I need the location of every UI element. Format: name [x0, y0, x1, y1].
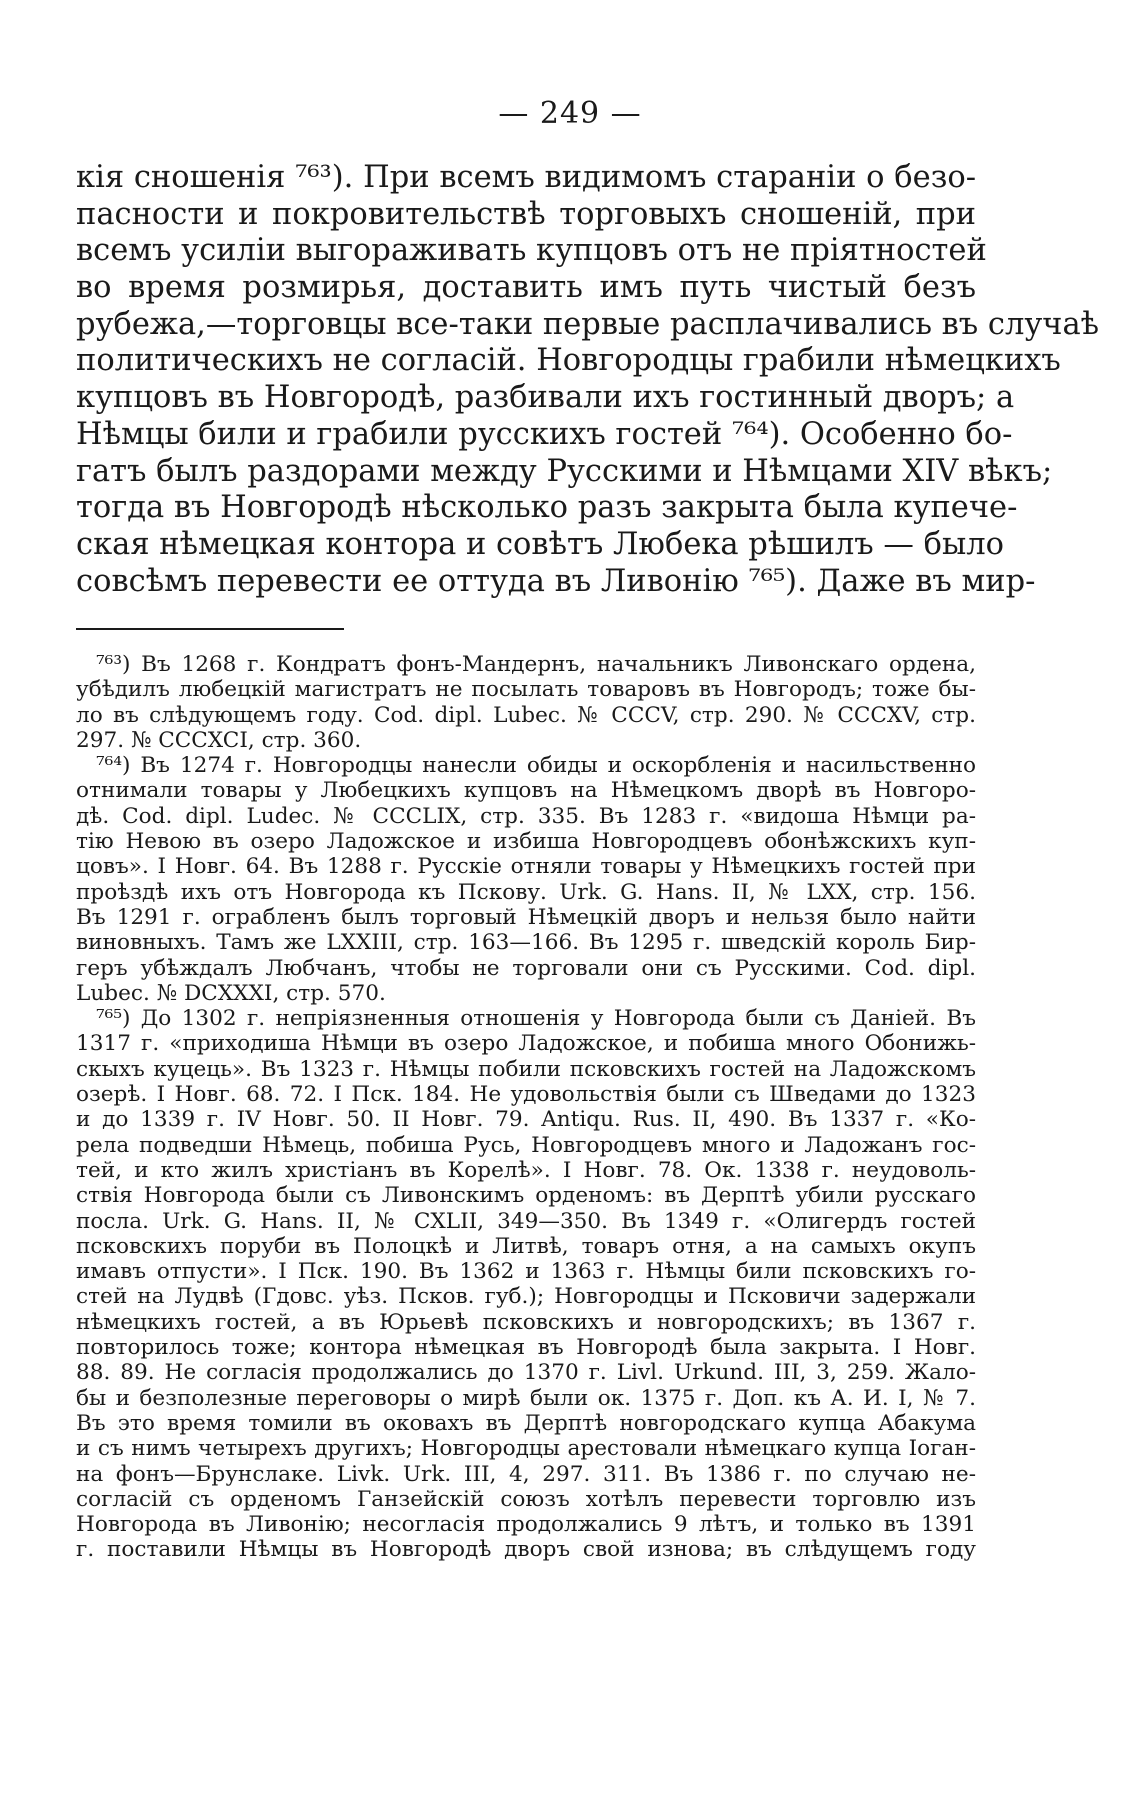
footnotes-block [76, 652, 976, 1563]
footnote-line: и до 1339 г. IV Новг. 50. II Новг. 79. Antiqu. Rus. II, 490. Въ 1337 г. «Ко- [76, 1107, 976, 1133]
footnote-line: отнимали товары у Любецкихъ купцовъ на Нѣмецкомъ дворѣ въ Новгоро- [76, 778, 976, 804]
page-number: — 249 — [498, 96, 642, 131]
body-line: пасности и покровительствѣ торговыхъ сношеній, при [76, 196, 976, 232]
footnote-line: скыхъ куцець». Въ 1323 г. Нѣмцы побили псковскихъ гостей на Ладожскомъ [76, 1056, 976, 1082]
footnote-line: виновныхъ. Тамъ же LXXIII, стр. 163—166. Въ 1295 г. шведскій король Бир- [76, 930, 976, 956]
body-line: купцовъ въ Новгородѣ, разбивали ихъ гостинный дворъ; а [76, 380, 1015, 416]
footnote-line: псковскихъ поруби въ Полоцкѣ и Литвѣ, товаръ отня, а на самыхъ окупъ [76, 1233, 976, 1259]
footnote-line-763-start: ⁷⁶³) Въ 1268 г. Кондратъ фонъ-Мандернъ, начальникъ Ливонскаго ордена, [96, 652, 976, 677]
footnote-line: ло въ слѣдующемъ году. Cod. dipl. Lubec. № CCCV, стр. 290. № CCCXV, стр. [76, 702, 976, 728]
footnote-line: проѣздѣ ихъ отъ Новгорода къ Пскову. Urk. G. Hans. II, № LXX, стр. 156. [76, 879, 976, 905]
body-line: политическихъ не согласій. Новгородцы грабили нѣмецкихъ [76, 343, 1061, 379]
footnote-line: Lubec. № DCXXXI, стр. 570. [76, 980, 386, 1006]
footnote-line: имавъ отпусти». I Пск. 190. Въ 1362 и 1363 г. Нѣмцы били псковскихъ го- [76, 1259, 976, 1285]
footnote-line: геръ убѣждалъ Любчанъ, чтобы не торговали они съ Русскими. Cod. dipl. [76, 955, 976, 981]
footnote-line: Новгорода въ Ливонію; несогласія продолжались 9 лѣтъ, и только въ 1391 [76, 1512, 976, 1538]
footnote-separator-rule [76, 628, 344, 630]
footnote-line: нѣмецкихъ гостей, а въ Юрьевѣ псковскихъ и новгородскихъ; въ 1367 г. [76, 1309, 976, 1335]
footnote-line: Въ это время томили въ оковахъ въ Дерптѣ новгородскаго купца Абакума [76, 1410, 976, 1436]
footnote-line: бы и безполезные переговоры о мирѣ были ок. 1375 г. Доп. къ А. И. I, № 7. [76, 1385, 976, 1411]
footnote-line: Въ 1291 г. ограбленъ былъ торговый Нѣмецкій дворъ и нельзя было найти [76, 904, 976, 930]
body-line: кія сношенія ⁷⁶³). При всемъ видимомъ стараніи о безо- [76, 160, 976, 195]
footnote-line: тей, и кто жилъ христіанъ въ Корелѣ». I Новг. 78. Ок. 1338 г. неудоволь- [76, 1157, 976, 1183]
body-line: всемъ усиліи выгораживать купцовъ отъ не пріятностей [76, 233, 987, 269]
body-line: гатъ былъ раздорами между Русскими и Нѣмцами XIV вѣкъ; [76, 453, 1053, 489]
footnote-line: дѣ. Cod. dipl. Ludec. № CCCLIX, стр. 335. Въ 1283 г. «видоша Нѣмци ра- [76, 803, 976, 829]
footnote-line: убѣдилъ любецкій магистратъ не посылать товаровъ въ Новгородъ; тоже бы- [76, 677, 976, 703]
footnote-line: 88. 89. Не согласія продолжались до 1370 г. Livl. Urkund. III, 3, 259. Жало- [76, 1360, 976, 1386]
body-line: Нѣмцы били и грабили русскихъ гостей ⁷⁶⁴). Особенно бо- [76, 416, 1013, 452]
footnote-line-765-start: ⁷⁶⁵) До 1302 г. непріязненныя отношенія у Новгорода были съ Даніей. Въ [96, 1006, 976, 1032]
footnote-line: 297. № CCCXCI, стр. 360. [76, 727, 362, 753]
body-line: совсѣмъ перевести ее оттуда въ Ливонію ⁷⁶⁵). Даже въ мир- [76, 563, 1036, 599]
footnote-line: цовъ». I Новг. 64. Въ 1288 г. Русскіе отняли товары у Нѣмецкихъ гостей при [76, 854, 976, 880]
footnote-line: рела подведши Нѣмець, побиша Русь, Новгородцевъ много и Ладожанъ гос- [76, 1132, 976, 1158]
footnote-line: озерѣ. I Новг. 68. 72. I Пск. 184. Не удовольствія были съ Шведами до 1323 [76, 1082, 976, 1108]
main-body-text [76, 160, 1100, 600]
footnote-line: повторилось тоже; контора нѣмецкая въ Новгородѣ была закрыта. I Новг. [76, 1335, 976, 1361]
body-line: во время розмирья, доставить имъ путь чистый безъ [76, 270, 976, 306]
footnote-line: 1317 г. «приходиша Нѣмци въ озеро Ладожское, и побиша много Обонижь- [76, 1031, 976, 1057]
footnote-line: г. поставили Нѣмцы въ Новгородѣ дворъ свой изнова; въ слѣдущемъ году [76, 1537, 976, 1563]
body-line: ская нѣмецкая контора и совѣтъ Любека рѣшилъ — было [76, 526, 1004, 562]
body-line: тогда въ Новгородѣ нѣсколько разъ закрыта была купече- [76, 490, 1018, 526]
footnote-line: согласій съ орденомъ Ганзейскій союзъ хотѣлъ перевести торговлю изъ [76, 1486, 976, 1512]
footnote-line: ствія Новгорода были съ Ливонскимъ орденомъ: въ Дерптѣ убили русскаго [76, 1183, 976, 1209]
footnote-line: и съ нимъ четырехъ другихъ; Новгородцы арестовали нѣмецкаго купца Іоган- [76, 1436, 976, 1462]
footnote-line: на фонъ—Брунслаке. Livk. Urk. III, 4, 297. 311. Въ 1386 г. по случаю не- [76, 1461, 976, 1487]
body-line: рубежа,—торговцы все-таки первые расплачивались въ случаѣ [76, 306, 1100, 342]
footnote-line: тію Невою въ озеро Ладожское и избиша Новгородцевъ обонѣжскихъ куп- [76, 829, 976, 855]
footnote-line: посла. Urk. G. Hans. II, № CXLII, 349—350. Въ 1349 г. «Олигердъ гостей [76, 1208, 976, 1234]
footnote-line: стей на Лудвѣ (Гдовс. уѣз. Псков. губ.); Новгородцы и Псковичи задержали [76, 1284, 976, 1310]
footnote-line-764-start: ⁷⁶⁴) Въ 1274 г. Новгородцы нанесли обиды и оскорбленія и насильственно [96, 753, 976, 779]
